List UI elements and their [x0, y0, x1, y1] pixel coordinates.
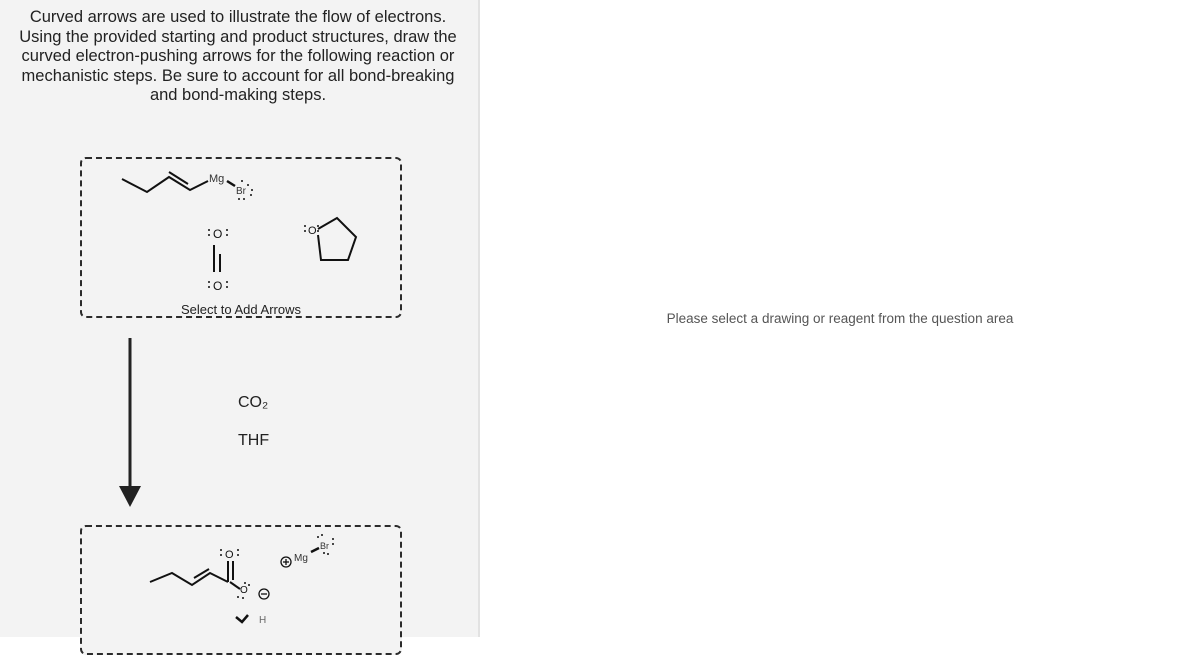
thf-ring [318, 218, 356, 260]
h-atom: H [259, 615, 267, 626]
reagent-thf[interactable]: THF [238, 432, 270, 449]
br-atom: Br [236, 186, 246, 197]
o-anion-atom: O [240, 585, 248, 596]
o-top-atom: O [213, 227, 223, 241]
product-structures-box[interactable] [80, 525, 402, 655]
product-mg-atom: Mg [294, 553, 308, 564]
o-bottom-atom: O [213, 279, 223, 293]
o-carbonyl-atom: O [225, 549, 234, 561]
mg-br-bond [227, 181, 235, 186]
negative-charge-icon [259, 589, 269, 599]
positive-charge-icon [281, 557, 291, 567]
select-to-add-arrows-label[interactable]: Select to Add Arrows [181, 302, 301, 317]
product-mg-br-bond [311, 548, 319, 552]
product-structures-drawing [82, 527, 400, 637]
question-text: Curved arrows are used to illustrate the flow of electrons. Using the provided starting and product structures, draw the curved electron-pushing arrows for the following reaction or mechanistic steps. Be sure to account for all bond-breaking and bond-making steps. [19, 8, 457, 104]
product-double-bond [194, 569, 209, 578]
reaction-arrow [112, 338, 148, 510]
alkenyl-chain [122, 177, 208, 192]
product-br-atom: Br [320, 541, 329, 551]
starting-structures-drawing [82, 159, 400, 316]
question-panel [0, 0, 480, 637]
product-chain [150, 573, 228, 585]
starting-structures-box[interactable] [80, 157, 402, 318]
o-ring-atom: O [308, 225, 317, 237]
select-drawing-placeholder: Please select a drawing or reagent from the question area [666, 311, 1014, 326]
mg-atom: Mg [209, 173, 225, 185]
drawing-panel [480, 0, 1200, 637]
c-o-single-bond [230, 582, 240, 589]
reagent-co2[interactable]: CO₂ [238, 394, 269, 411]
hydrogen-bond-wedge [236, 615, 248, 622]
